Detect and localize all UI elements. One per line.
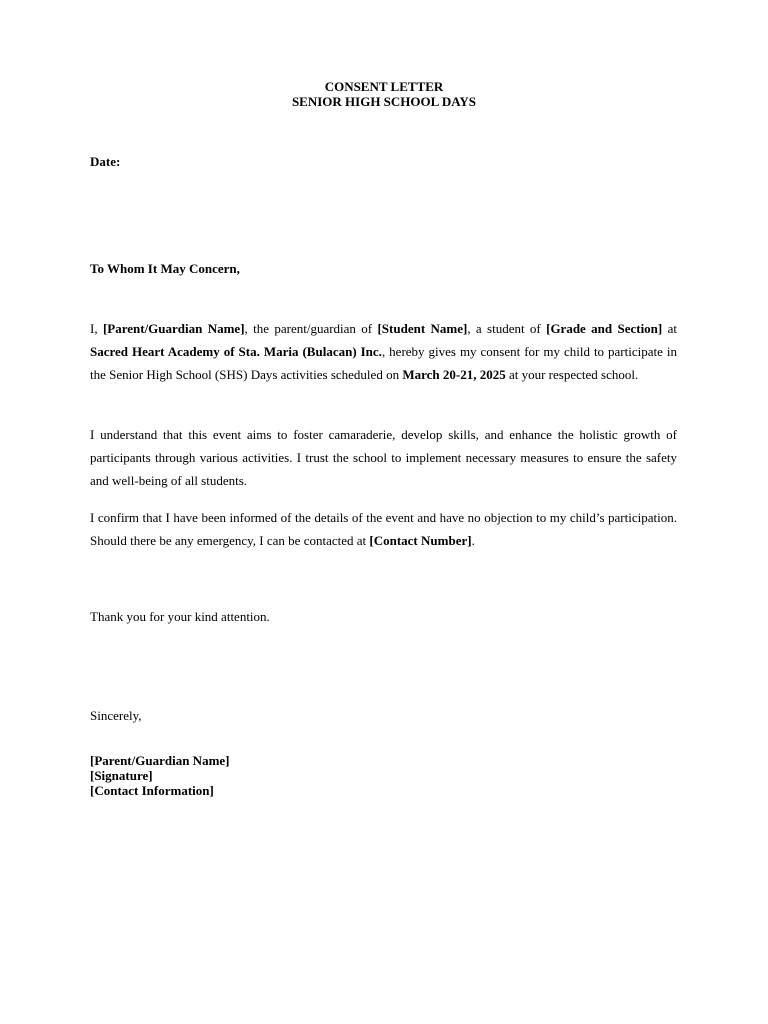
paragraph-text: at xyxy=(662,321,677,336)
paragraph-text: , hereby gives my consent for my child to participate in the Senior High School (SHS) Days activities scheduled on xyxy=(90,344,677,382)
signature-block xyxy=(90,753,677,798)
student-name-placeholder: [Student Name] xyxy=(377,321,468,336)
letter-title: CONSENT LETTER xyxy=(324,79,444,94)
signoff-signature: [Signature] xyxy=(90,768,153,783)
letter-subtitle: SENIOR HIGH SCHOOL DAYS xyxy=(291,94,477,109)
date-label: Date: xyxy=(90,154,121,169)
salutation: To Whom It May Concern, xyxy=(90,261,240,276)
contact-number-placeholder: [Contact Number] xyxy=(369,533,472,548)
parent-name-placeholder: [Parent/Guardian Name] xyxy=(102,321,245,336)
paragraph-text: I, xyxy=(90,321,103,336)
thanks-line: Thank you for your kind attention. xyxy=(90,609,270,624)
confirmation-paragraph xyxy=(90,506,677,552)
event-date: March 20-21, 2025 xyxy=(402,367,506,382)
understanding-paragraph: I understand that this event aims to foster camaraderie, develop skills, and enhance the holistic growth of participants through various activities. I trust the school to implement necessary measures to ensure the safety and well-being of all students. xyxy=(90,427,677,488)
consent-paragraph xyxy=(90,317,677,386)
grade-section-placeholder: [Grade and Section] xyxy=(546,321,663,336)
letter-heading xyxy=(0,79,768,109)
paragraph-text: at your respected school. xyxy=(505,367,639,382)
paragraph-text: , the parent/guardian of xyxy=(244,321,378,336)
signoff-name: [Parent/Guardian Name] xyxy=(90,753,230,768)
closing-line: Sincerely, xyxy=(90,708,142,723)
paragraph-text: , a student of xyxy=(467,321,547,336)
paragraph-text: . xyxy=(471,533,475,548)
signoff-contact: [Contact Information] xyxy=(90,783,214,798)
school-name: Sacred Heart Academy of Sta. Maria (Bulacan) Inc. xyxy=(90,344,382,359)
paragraph-text: I confirm that I have been informed of the details of the event and have no objection to my child’s participation. Should there be any emergency, I can be contacted at xyxy=(90,510,677,548)
